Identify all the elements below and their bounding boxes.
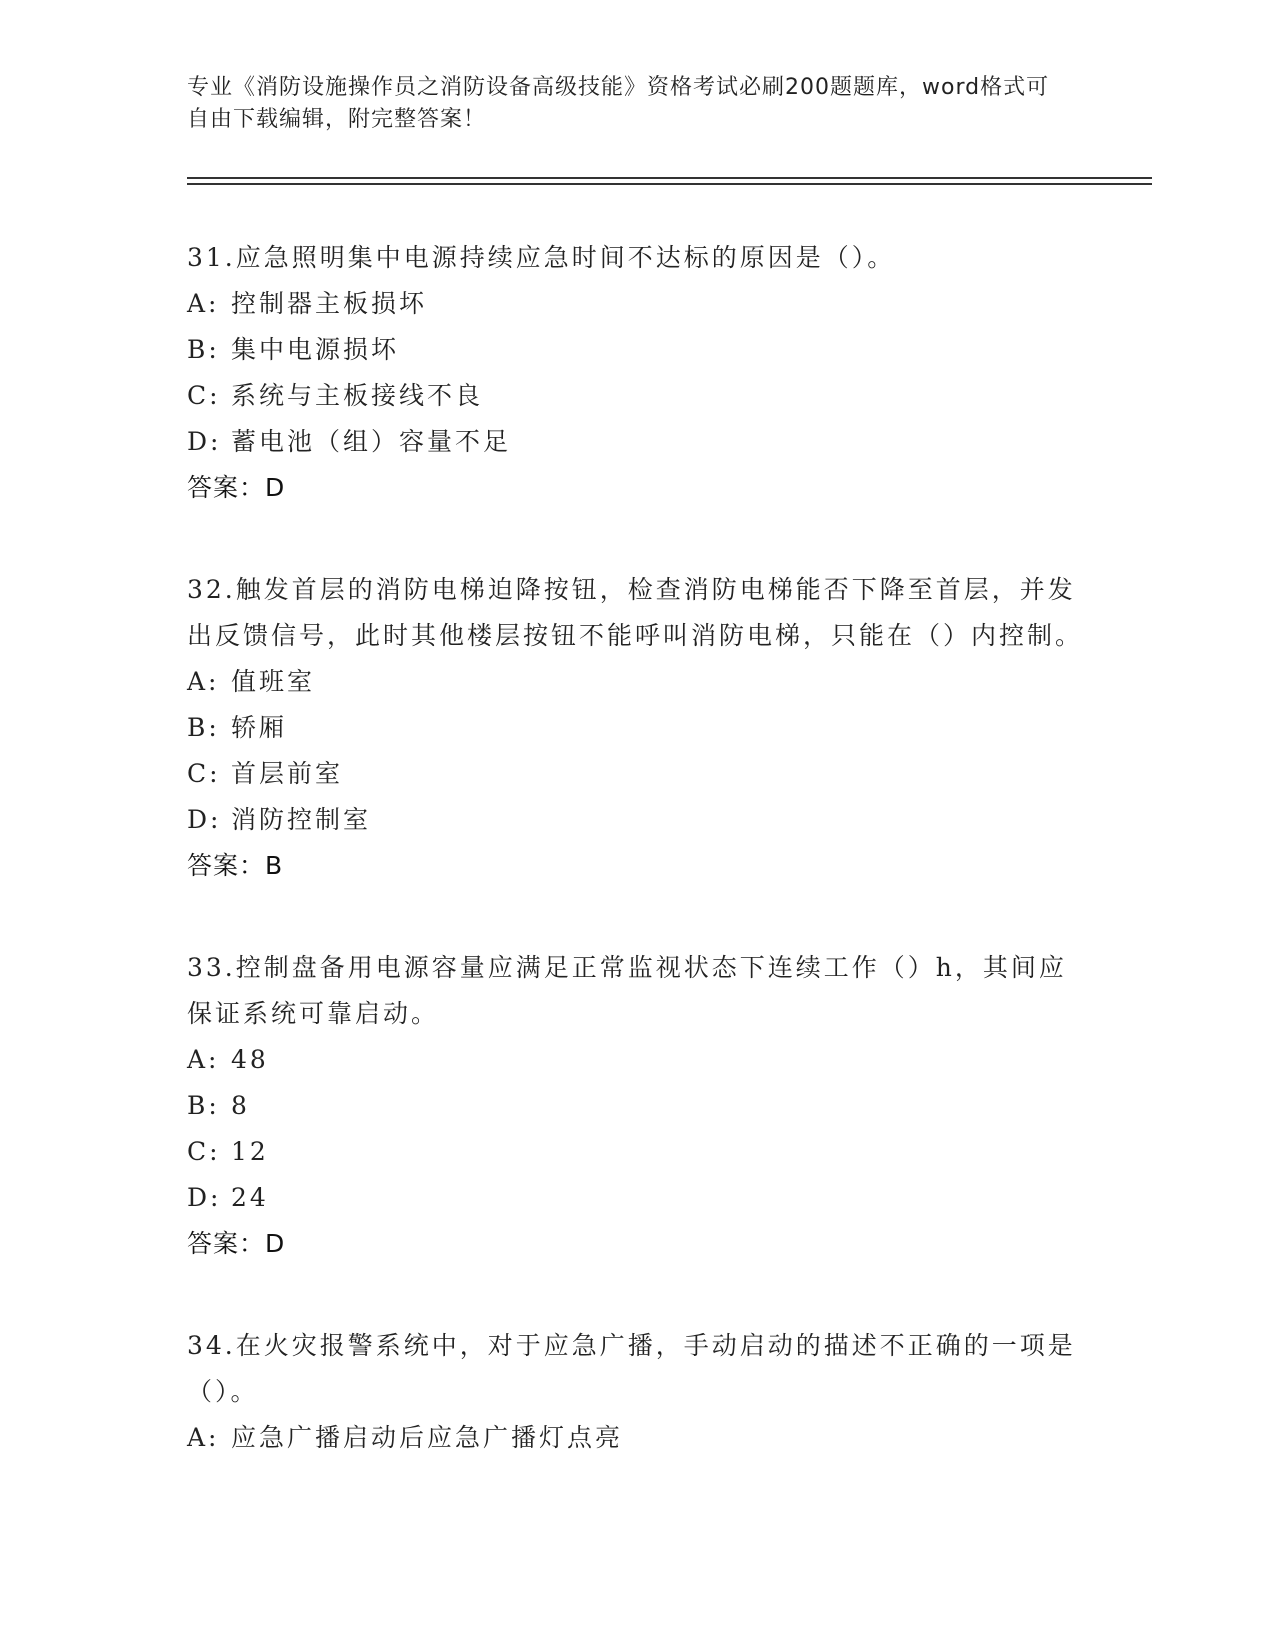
option-text: 24 <box>231 1183 269 1212</box>
option-d <box>187 797 1087 843</box>
option-a <box>187 1037 1087 1083</box>
option-letter: A: <box>187 1045 220 1074</box>
option-d <box>187 1175 1087 1221</box>
question-34 <box>187 1323 1087 1461</box>
option-b <box>187 327 1087 373</box>
question-33 <box>187 945 1087 1267</box>
option-letter: D: <box>187 427 222 456</box>
option-letter: C: <box>187 1137 221 1166</box>
option-c <box>187 373 1087 419</box>
option-letter: A: <box>187 289 220 318</box>
option-text: 控制器主板损坏 <box>231 289 428 318</box>
answer-line: 答案：B <box>187 851 284 880</box>
option-a <box>187 659 1087 705</box>
option-text: 蓄电池（组）容量不足 <box>231 427 512 456</box>
option-letter: C: <box>187 759 221 788</box>
option-text: 轿厢 <box>231 713 288 742</box>
option-a <box>187 1415 1087 1461</box>
question-31 <box>187 235 1087 511</box>
option-text: 48 <box>231 1045 269 1074</box>
option-letter: D: <box>187 1183 222 1212</box>
option-letter: D: <box>187 805 222 834</box>
option-a <box>187 281 1087 327</box>
header-divider-top <box>187 177 1152 179</box>
option-letter: A: <box>187 667 220 696</box>
option-text: 消防控制室 <box>231 805 372 834</box>
option-text: 值班室 <box>231 667 316 696</box>
option-b <box>187 1083 1087 1129</box>
option-text: 系统与主板接线不良 <box>231 381 484 410</box>
question-stem: 32.触发首层的消防电梯迫降按钮，检查消防电梯能否下降至首层，并发出反馈信号，此时其他楼层按钮不能呼叫消防电梯，只能在（）内控制。 <box>187 575 1084 650</box>
question-stem: 33.控制盘备用电源容量应满足正常监视状态下连续工作（）h，其间应保证系统可靠启动。 <box>187 953 1067 1028</box>
answer-line: 答案：D <box>187 473 286 502</box>
option-b <box>187 705 1087 751</box>
document-header: 专业《消防设施操作员之消防设备高级技能》资格考试必刷200题题库，word格式可自由下载编辑，附完整答案！ <box>187 75 1050 132</box>
option-letter: B: <box>187 1091 220 1120</box>
question-32 <box>187 567 1087 889</box>
option-d <box>187 419 1087 465</box>
option-letter: B: <box>187 713 220 742</box>
option-letter: B: <box>187 335 220 364</box>
option-c <box>187 751 1087 797</box>
option-c <box>187 1129 1087 1175</box>
option-text: 8 <box>231 1091 250 1120</box>
header-divider-bottom <box>187 183 1152 185</box>
option-letter: C: <box>187 381 221 410</box>
option-text: 应急广播启动后应急广播灯点亮 <box>231 1423 624 1452</box>
answer-line: 答案：D <box>187 1229 286 1258</box>
question-list <box>187 235 1087 1517</box>
question-stem: 31.应急照明集中电源持续应急时间不达标的原因是（）。 <box>187 243 896 272</box>
option-text: 集中电源损坏 <box>231 335 400 364</box>
question-stem: 34.在火灾报警系统中，对于应急广播，手动启动的描述不正确的一项是（）。 <box>187 1331 1076 1406</box>
option-letter: A: <box>187 1423 220 1452</box>
option-text: 12 <box>231 1137 269 1166</box>
option-text: 首层前室 <box>231 759 344 788</box>
